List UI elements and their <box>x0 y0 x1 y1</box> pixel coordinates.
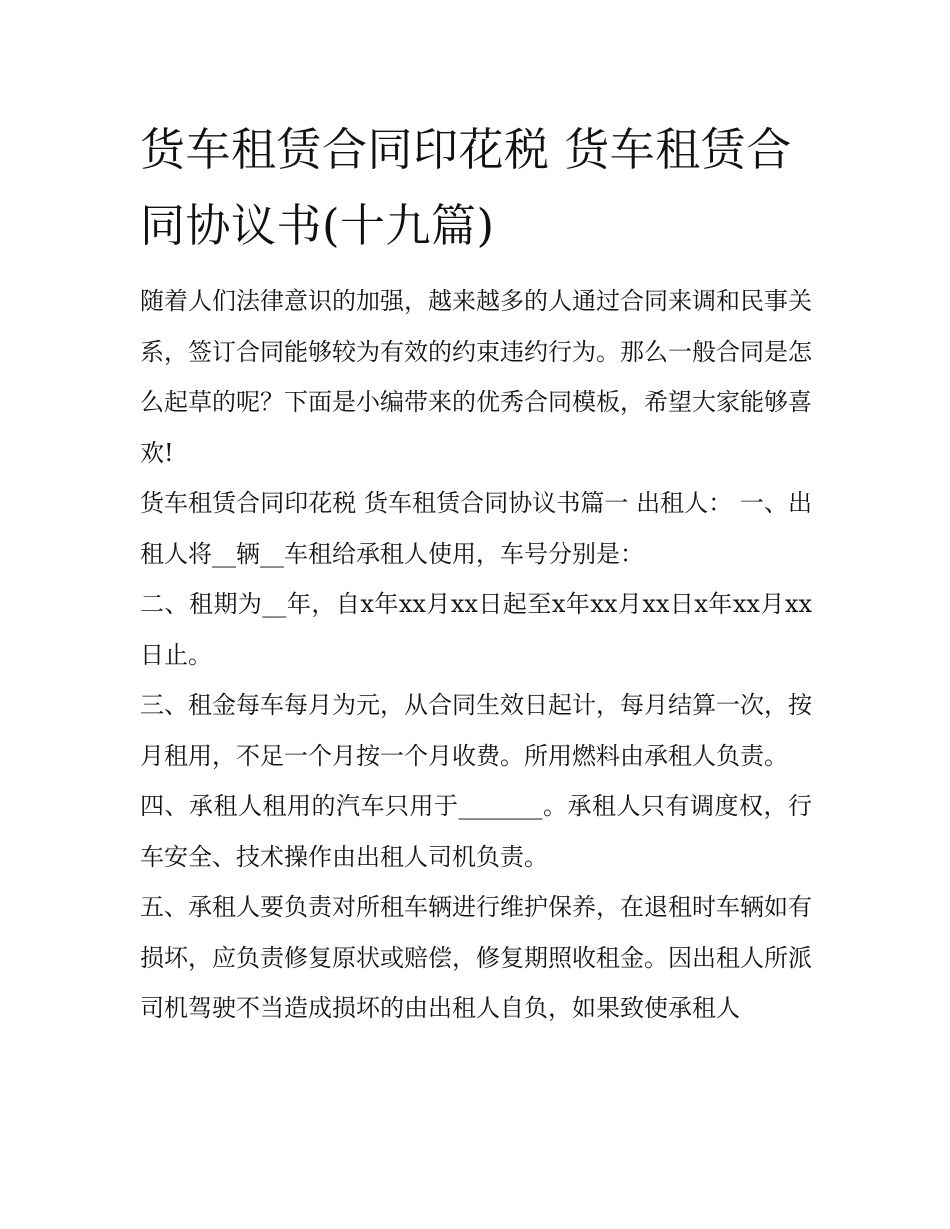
paragraph-article-3: 三、租金每车每月为元，从合同生效日起计，每月结算一次，按月租用，不足一个月按一个月收费。所用燃料由承租人负责。 <box>140 691 812 770</box>
paragraph-article-4: 四、承租人租用的汽车只用于_______。承租人只有调度权，行车安全、技术操作由出租人司机负责。 <box>140 792 812 871</box>
paragraph-article-5: 五、承租人要负责对所租车辆进行维护保养，在退租时车辆如有损坏，应负责修复原状或赔偿，修复期照收租金。因出租人所派司机驾驶不当造成损坏的由出租人自负，如果致使承租人 <box>140 893 812 1022</box>
document-page <box>140 112 812 1034</box>
document-title: 货车租赁合同印花税 货车租赁合同协议书(十九篇) <box>140 123 792 252</box>
paragraph-article-1: 货车租赁合同印花税 货车租赁合同协议书篇一 出租人： 一、出租人将__辆__车租给承租人使用，车号分别是： <box>140 489 812 568</box>
paragraph-intro: 随着人们法律意识的加强，越来越多的人通过合同来调和民事关系，签订合同能够较为有效的约束违约行为。那么一般合同是怎么起草的呢？下面是小编带来的优秀合同模板，希望大家能够喜欢! <box>140 287 812 467</box>
paragraph-article-2: 二、租期为__年，自x年xx月xx日起至x年xx月xx日x年xx月xx日止。 <box>140 590 812 669</box>
